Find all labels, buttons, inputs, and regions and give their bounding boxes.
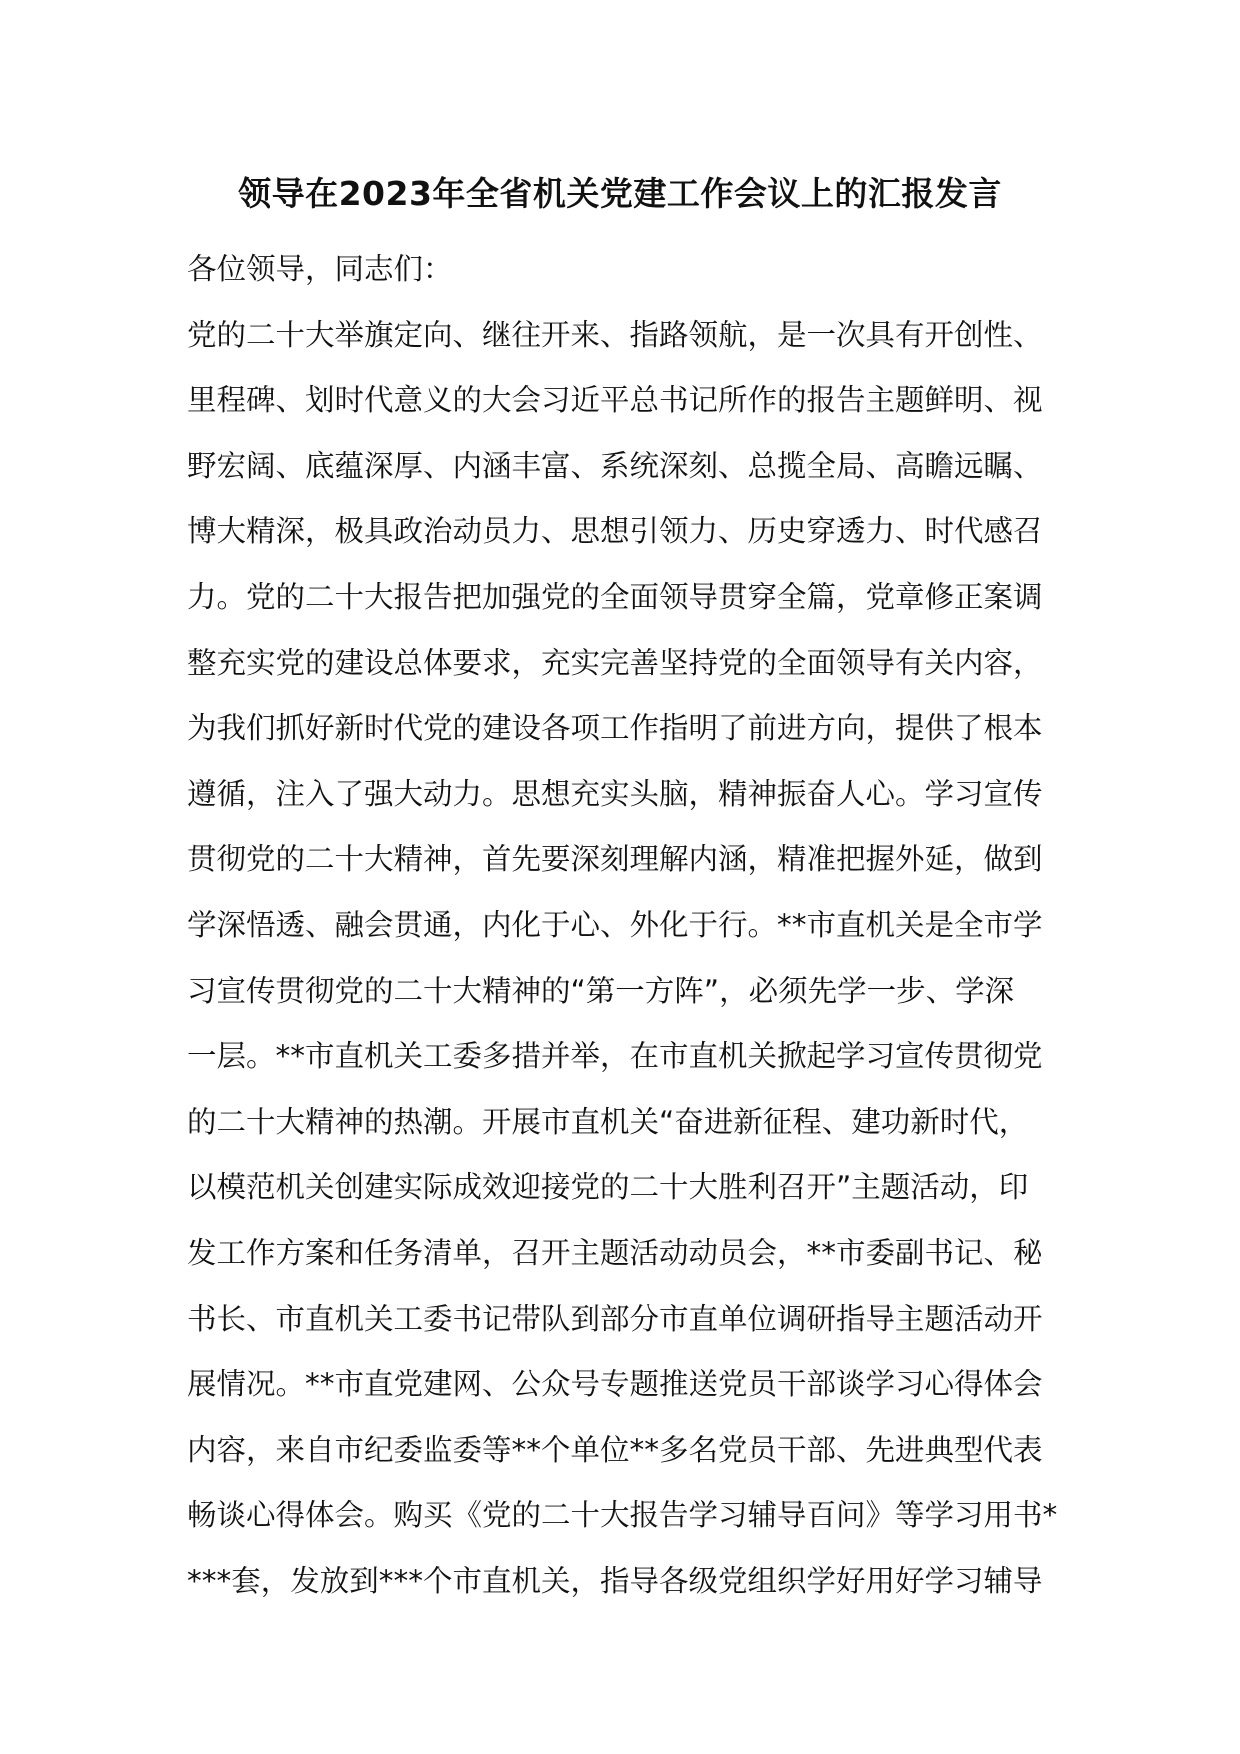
text-line: 发工作方案和任务清单，召开主题活动动员会，**市委副书记、秘 — [187, 1235, 1043, 1270]
text-line: 一层。**市直机关工委多措并举，在市直机关掀起学习宣传贯彻党 — [187, 1039, 1043, 1074]
text-line: 以模范机关创建实际成效迎接党的二十大胜利召开”主题活动，印 — [187, 1170, 1029, 1205]
text-line: 里程碑、划时代意义的大会习近平总书记所作的报告主题鲜明、视 — [187, 383, 1043, 418]
text-line: 学深悟透、融会贯通，内化于心、外化于行。**市直机关是全市学 — [187, 907, 1043, 942]
text-line: 力。党的二十大报告把加强党的全面领导贯穿全篇，党章修正案调 — [187, 579, 1043, 614]
text-line: 博大精深，极具政治动员力、思想引领力、历史穿透力、时代感召 — [187, 514, 1043, 549]
text-line: 各位领导，同志们： — [187, 252, 453, 286]
text-line: 遵循，注入了强大动力。思想充实头脑，精神振奋人心。学习宣传 — [187, 776, 1043, 811]
text-line: 整充实党的建设总体要求，充实完善坚持党的全面领导有关内容， — [187, 645, 1043, 680]
document-body — [187, 237, 1057, 1614]
text-line: 为我们抓好新时代党的建设各项工作指明了前进方向，提供了根本 — [187, 711, 1043, 746]
text-line: 内容，来自市纪委监委等**个单位**多名党员干部、先进典型代表 — [187, 1432, 1043, 1467]
text-line: 习宣传贯彻党的二十大精神的“第一方阵”，必须先学一步、学深 — [187, 973, 1015, 1008]
text-line: 贯彻党的二十大精神，首先要深刻理解内涵，精准把握外延，做到 — [187, 842, 1043, 877]
text-line: 党的二十大举旗定向、继往开来、指路领航，是一次具有开创性、 — [187, 317, 1043, 352]
text-line: 的二十大精神的热潮。开展市直机关“奋进新征程、建功新时代， — [187, 1104, 1029, 1139]
text-line: 野宏阔、底蕴深厚、内涵丰富、系统深刻、总揽全局、高瞻远瞩、 — [187, 448, 1043, 483]
text-line: 展情况。**市直党建网、公众号专题推送党员干部谈学习心得体会 — [187, 1367, 1043, 1402]
text-line: 畅谈心得体会。购买《党的二十大报告学习辅导百问》等学习用书* — [187, 1498, 1057, 1533]
text-line: 书长、市直机关工委书记带队到部分市直单位调研指导主题活动开 — [187, 1301, 1043, 1336]
document-title: 领导在2023年全省机关党建工作会议上的汇报发言 — [238, 174, 1002, 213]
text-line: ***套，发放到***个市直机关，指导各级党组织学好用好学习辅导 — [187, 1563, 1043, 1598]
